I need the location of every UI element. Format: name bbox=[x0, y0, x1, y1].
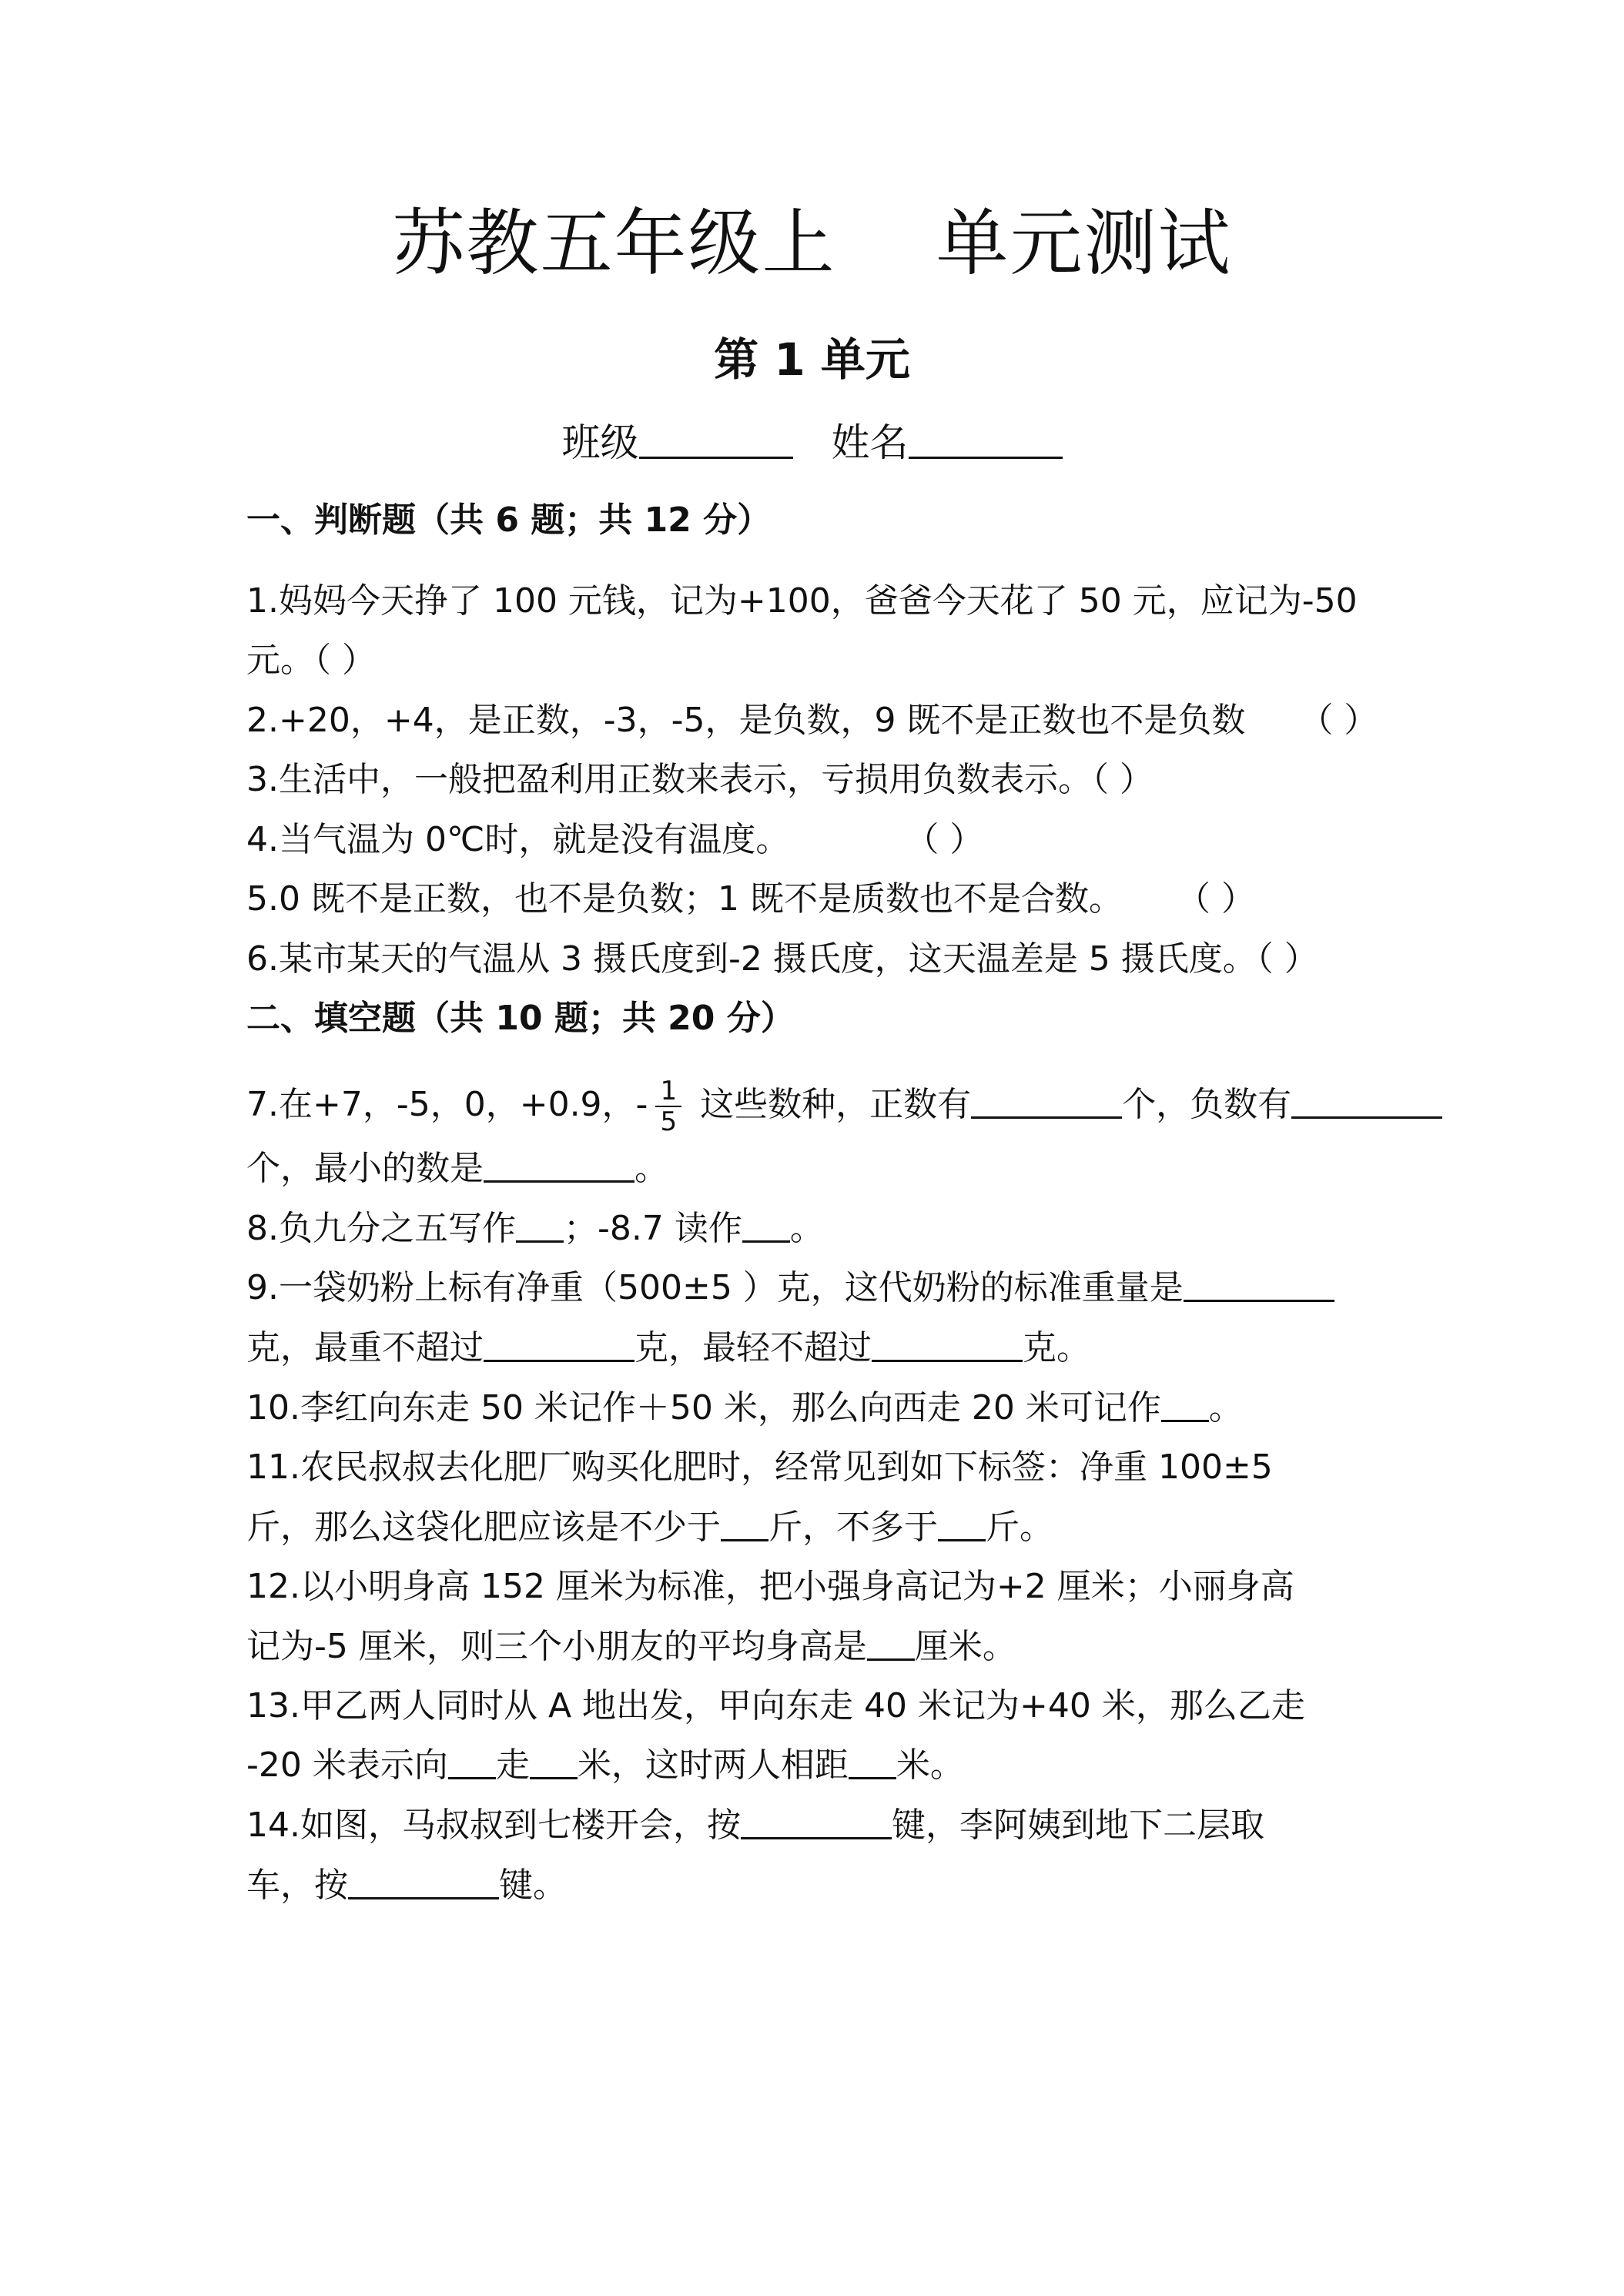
question-5-text: 5.0 既不是正数，也不是负数；1 既不是质数也不是合数。 bbox=[246, 879, 1123, 919]
answer-blank[interactable] bbox=[872, 1326, 1023, 1362]
question-8-text-c: 。 bbox=[789, 1209, 824, 1248]
answer-blank[interactable] bbox=[348, 1863, 499, 1899]
question-11-text-b: 斤，不多于 bbox=[768, 1508, 938, 1547]
question-7-text-d: 个，最小的数是 bbox=[246, 1149, 484, 1188]
fraction-numerator: 1 bbox=[655, 1076, 681, 1107]
section-heading-true-false: 一、判断题（共 6 题；共 12 分） bbox=[246, 500, 772, 540]
question-13-line-1: 13.甲乙两人同时从 A 地出发，甲向东走 40 米记为+40 米，那么乙走 bbox=[246, 1686, 1305, 1725]
answer-blank[interactable] bbox=[1161, 1386, 1209, 1422]
answer-blank[interactable] bbox=[516, 1207, 564, 1243]
answer-blank[interactable] bbox=[530, 1743, 578, 1779]
question-1-line-2: 元。（ ） bbox=[246, 641, 376, 680]
question-14-line-2 bbox=[246, 1862, 1386, 1909]
question-10-text-a: 10.李红向东走 50 米记作＋50 米，那么向西走 20 米可记作 bbox=[246, 1388, 1161, 1427]
question-14-line-1 bbox=[246, 1802, 1386, 1849]
answer-blank[interactable] bbox=[1291, 1083, 1442, 1119]
question-14-text-a: 14.如图，马叔叔到七楼开会，按 bbox=[246, 1806, 741, 1845]
question-10 bbox=[246, 1384, 1386, 1432]
fraction-one-fifth bbox=[655, 1076, 681, 1136]
answer-blank[interactable] bbox=[484, 1326, 635, 1362]
question-10-text-b: 。 bbox=[1208, 1388, 1243, 1427]
question-7-text-a: 7.在+7，-5，0，+0.9，- bbox=[246, 1085, 648, 1124]
answer-paren[interactable]: （ ） bbox=[905, 820, 984, 859]
question-8-text-a: 8.负九分之五写作 bbox=[246, 1209, 516, 1248]
question-14-text-c: 车，按 bbox=[246, 1866, 348, 1905]
question-13-line-2 bbox=[246, 1742, 1386, 1789]
answer-blank[interactable] bbox=[741, 1803, 892, 1839]
question-14-text-d: 键。 bbox=[499, 1866, 567, 1905]
question-11-text-c: 斤。 bbox=[986, 1508, 1053, 1547]
page-title bbox=[0, 202, 1624, 286]
class-blank[interactable] bbox=[639, 423, 793, 459]
question-13-text-b: 走 bbox=[495, 1745, 530, 1785]
answer-blank[interactable] bbox=[448, 1743, 496, 1779]
question-3: 3.生活中，一般把盈利用正数来表示，亏损用负数表示。（ ） bbox=[246, 760, 1154, 799]
question-12-line-1: 12.以小明身高 152 厘米为标准，把小强身高记为+2 厘米；小丽身高 bbox=[246, 1567, 1294, 1606]
question-9-text-b: 克，最重不超过 bbox=[246, 1328, 484, 1367]
question-4 bbox=[246, 816, 1386, 864]
answer-blank[interactable] bbox=[938, 1505, 986, 1541]
unit-subtitle: 第 1 单元 bbox=[714, 333, 910, 386]
question-13-text-a: -20 米表示向 bbox=[246, 1745, 448, 1785]
question-9-text-a: 9.一袋奶粉上标有净重（500±5 ）克，这代奶粉的标准重量是 bbox=[246, 1268, 1184, 1307]
question-7-text-c: 个，负数有 bbox=[1122, 1085, 1292, 1124]
class-label: 班级 bbox=[561, 420, 639, 465]
question-1-line-1: 1.妈妈今天挣了 100 元钱，记为+100，爸爸今天花了 50 元，应记为-50 bbox=[246, 581, 1358, 621]
question-9-line-2 bbox=[246, 1324, 1386, 1372]
question-4-text: 4.当气温为 0℃时，就是没有温度。 bbox=[246, 820, 790, 859]
question-12-line-2 bbox=[246, 1623, 1386, 1671]
question-14-text-b: 键，李阿姨到地下二层取 bbox=[891, 1806, 1264, 1845]
name-blank[interactable] bbox=[909, 423, 1063, 459]
question-7-text-b: 这些数种，正数有 bbox=[689, 1085, 972, 1124]
section-heading-fill-blank: 二、填空题（共 10 题；共 20 分） bbox=[246, 999, 795, 1038]
question-8 bbox=[246, 1205, 1386, 1253]
question-8-text-b: ；-8.7 读作 bbox=[563, 1209, 742, 1248]
question-6: 6.某市某天的气温从 3 摄氏度到-2 摄氏度，这天温差是 5 摄氏度。（ ） bbox=[246, 939, 1318, 979]
title-right: 单元测试 bbox=[936, 202, 1232, 286]
answer-paren[interactable]: （ ） bbox=[1176, 879, 1255, 919]
question-11-line-2 bbox=[246, 1504, 1386, 1551]
question-9-text-c: 克，最轻不超过 bbox=[635, 1328, 872, 1367]
answer-blank[interactable] bbox=[742, 1207, 790, 1243]
question-7-line-1 bbox=[246, 1076, 1386, 1136]
question-7-line-2 bbox=[246, 1145, 1386, 1193]
question-2-text: 2.+20，+4，是正数，-3，-5，是负数，9 既不是正数也不是负数 bbox=[246, 701, 1246, 740]
answer-paren[interactable]: （ ） bbox=[1299, 701, 1378, 740]
answer-blank[interactable] bbox=[867, 1625, 915, 1661]
question-11-line-1: 11.农民叔叔去化肥厂购买化肥时，经常见到如下标签：净重 100±5 bbox=[246, 1448, 1273, 1487]
student-info bbox=[0, 416, 1624, 470]
name-label: 姓名 bbox=[831, 420, 909, 465]
question-13-text-c: 米，这时两人相距 bbox=[577, 1745, 849, 1785]
title-left: 苏教五年级上 bbox=[392, 202, 836, 286]
question-2 bbox=[246, 697, 1386, 745]
question-9-line-1 bbox=[246, 1264, 1386, 1312]
fraction-denominator: 5 bbox=[660, 1106, 678, 1137]
answer-blank[interactable] bbox=[484, 1146, 635, 1183]
question-13-text-d: 米。 bbox=[896, 1745, 964, 1785]
question-9-text-d: 克。 bbox=[1023, 1328, 1090, 1367]
answer-blank[interactable] bbox=[1184, 1266, 1334, 1302]
question-12-text-b: 厘米。 bbox=[914, 1627, 1016, 1666]
question-11-text-a: 斤，那么这袋化肥应该是不少于 bbox=[246, 1508, 721, 1547]
answer-blank[interactable] bbox=[721, 1505, 768, 1541]
question-7-text-e: 。 bbox=[635, 1149, 668, 1188]
answer-blank[interactable] bbox=[849, 1743, 896, 1779]
question-5 bbox=[246, 875, 1386, 923]
answer-blank[interactable] bbox=[971, 1083, 1122, 1119]
question-12-text-a: 记为-5 厘米，则三个小朋友的平均身高是 bbox=[246, 1627, 867, 1666]
